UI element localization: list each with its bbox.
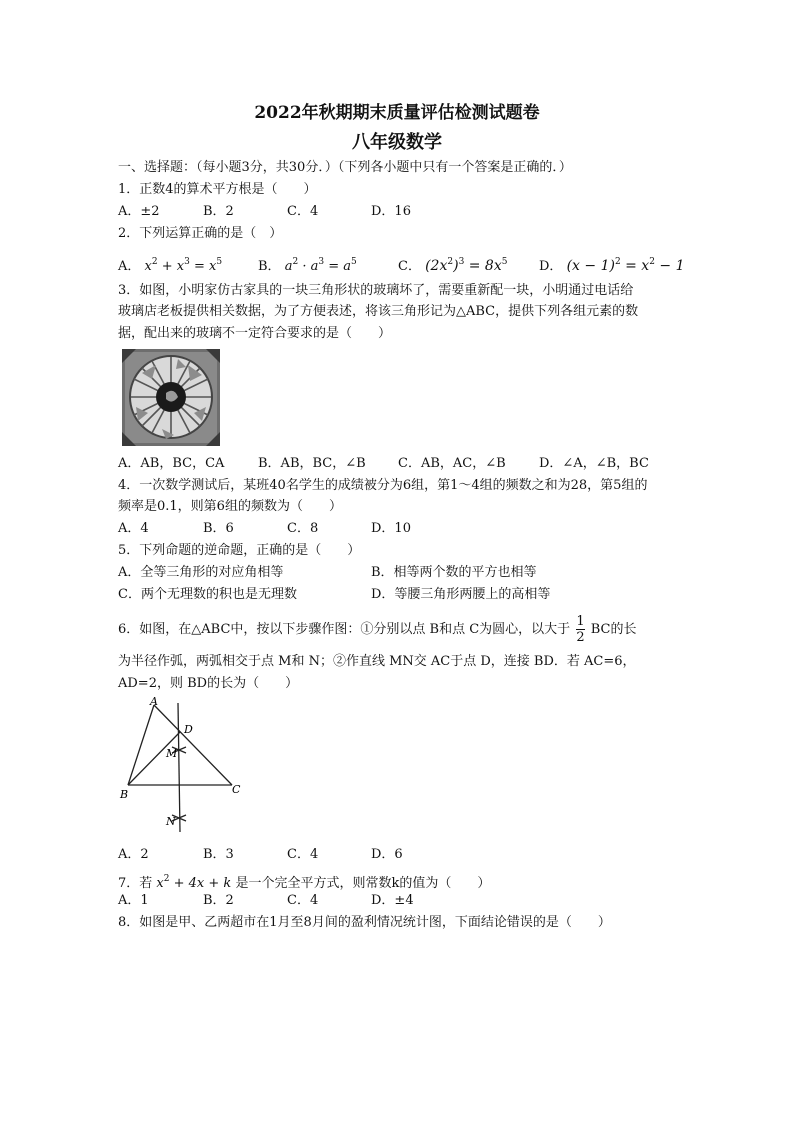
q6-fraction-numerator: 1 [576, 614, 585, 629]
q7-option-a: A．1 [118, 893, 149, 908]
label-m: M [166, 747, 178, 760]
q1-option-b: B．2 [203, 204, 234, 219]
q6-triangle-figure [114, 697, 254, 837]
q6-line-1 [118, 614, 636, 645]
q7-stem-start: 7．若 [118, 876, 153, 891]
label-b: B [120, 788, 129, 801]
q6-line-1-tail: BC的长 [590, 622, 637, 637]
q4-option-d: D．10 [371, 521, 411, 536]
q6-line-3: AD=2，则 BD的长为（ ） [118, 676, 299, 691]
q4-line-1: 4．一次数学测试后，某班40名学生的成绩被分为6组，第1～4组的频数之和为28，第5组的 [118, 478, 648, 493]
q1-option-d: D．16 [371, 204, 411, 219]
q3-option-b: B．AB，BC，∠B [258, 456, 366, 471]
section-heading: 一、选择题：（每小题3分，共30分．）（下列各小题中只有一个答案是正确的．） [118, 160, 572, 175]
label-n: N [166, 815, 176, 828]
page-subtitle: 八年级数学 [352, 132, 442, 153]
q3-option-a: A．AB，BC，CA [118, 456, 225, 471]
q2-option-b-label: B． [258, 259, 281, 274]
q2-option-c-label: C． [398, 259, 421, 274]
q2-option-a-formula: $x^2 + x^3 = x^5$ [144, 257, 223, 274]
label-d: D [184, 723, 193, 736]
q6-fraction [576, 614, 584, 645]
page-title: 2022年秋期期末质量评估检测试题卷 [254, 103, 540, 123]
q2-option-a-label: A． [118, 259, 141, 274]
side-ab [128, 705, 154, 785]
q2-option-c-formula: $(2x^2)^3 = 8x^5$ [425, 257, 508, 274]
label-a: A [150, 697, 158, 708]
q2-option-d-formula: $(x - 1)^2 = x^2 - 1$ [566, 257, 685, 274]
q5-option-a: A．全等三角形的对应角相等 [118, 565, 284, 580]
q5-stem: 5．下列命题的逆命题，正确的是（ ） [118, 543, 361, 558]
q3-line-3: 据，配出来的玻璃不一定符合要求的是（ ） [118, 326, 392, 341]
q3-line-2: 玻璃店老板提供相关数据，为了方便表述，将该三角形记为△ABC，提供下列各组元素的数 [118, 304, 639, 319]
q6-line-1-text: 6．如图，在△ABC中，按以下步骤作图：①分别以点 B和点 C为圆心，以大于 [118, 622, 571, 637]
q2-option-d-label: D． [539, 259, 563, 274]
q4-line-2: 频率是0.1，则第6组的频数为（ ） [118, 499, 342, 514]
q4-option-b: B．6 [203, 521, 234, 536]
q7-option-d: D．±4 [371, 893, 414, 908]
q1-option-a: A．±2 [118, 204, 160, 219]
q6-option-a: A．2 [118, 847, 149, 862]
q6-option-d: D．6 [371, 847, 403, 862]
side-ac [154, 705, 232, 785]
q2-option-a [118, 252, 222, 277]
broken-glass-photo [122, 349, 220, 446]
q7-option-c: C．4 [287, 893, 319, 908]
q2-option-b [258, 252, 357, 277]
q2-stem: 2．下列运算正确的是（ ） [118, 226, 283, 241]
q3-option-c: C．AB，AC，∠B [398, 456, 506, 471]
q8-stem: 8．如图是甲、乙两超市在1月至8月间的盈利情况统计图，下面结论错误的是（ ） [118, 915, 611, 930]
q3-line-1: 3．如图，小明家仿古家具的一块三角形状的玻璃坏了，需要重新配一块，小明通过电话给 [118, 283, 634, 298]
q2-option-d [539, 252, 684, 277]
q7-option-b: B．2 [203, 893, 234, 908]
q7-stem-end: 是一个完全平方式，则常数k的值为（ ） [235, 876, 491, 891]
q6-option-b: B．3 [203, 847, 234, 862]
q2-option-c [398, 252, 507, 277]
label-c: C [232, 783, 241, 796]
q5-option-d: D．等腰三角形两腰上的高相等 [371, 587, 551, 602]
q3-option-d: D．∠A，∠B，BC [539, 456, 649, 471]
q7-expression: $x^2 + 4x + k$ [156, 874, 232, 891]
q2-option-b-formula: $a^2 \cdot a^3 = a^5$ [284, 257, 357, 274]
q6-line-2: 为半径作弧，两弧相交于点 M和 N；②作直线 MN交 AC于点 D，连接 BD．若 AC=6， [118, 654, 636, 669]
line-mn [178, 703, 180, 832]
q5-option-c: C．两个无理数的积也是无理数 [118, 587, 297, 602]
q4-option-a: A．4 [118, 521, 149, 536]
q6-fraction-denominator: 2 [576, 630, 585, 645]
q1-option-c: C．4 [287, 204, 319, 219]
q6-option-c: C．4 [287, 847, 319, 862]
q5-option-b: B．相等两个数的平方也相等 [371, 565, 537, 580]
q4-option-c: C．8 [287, 521, 319, 536]
q1-stem: 1．正数4的算术平方根是（ ） [118, 182, 317, 197]
